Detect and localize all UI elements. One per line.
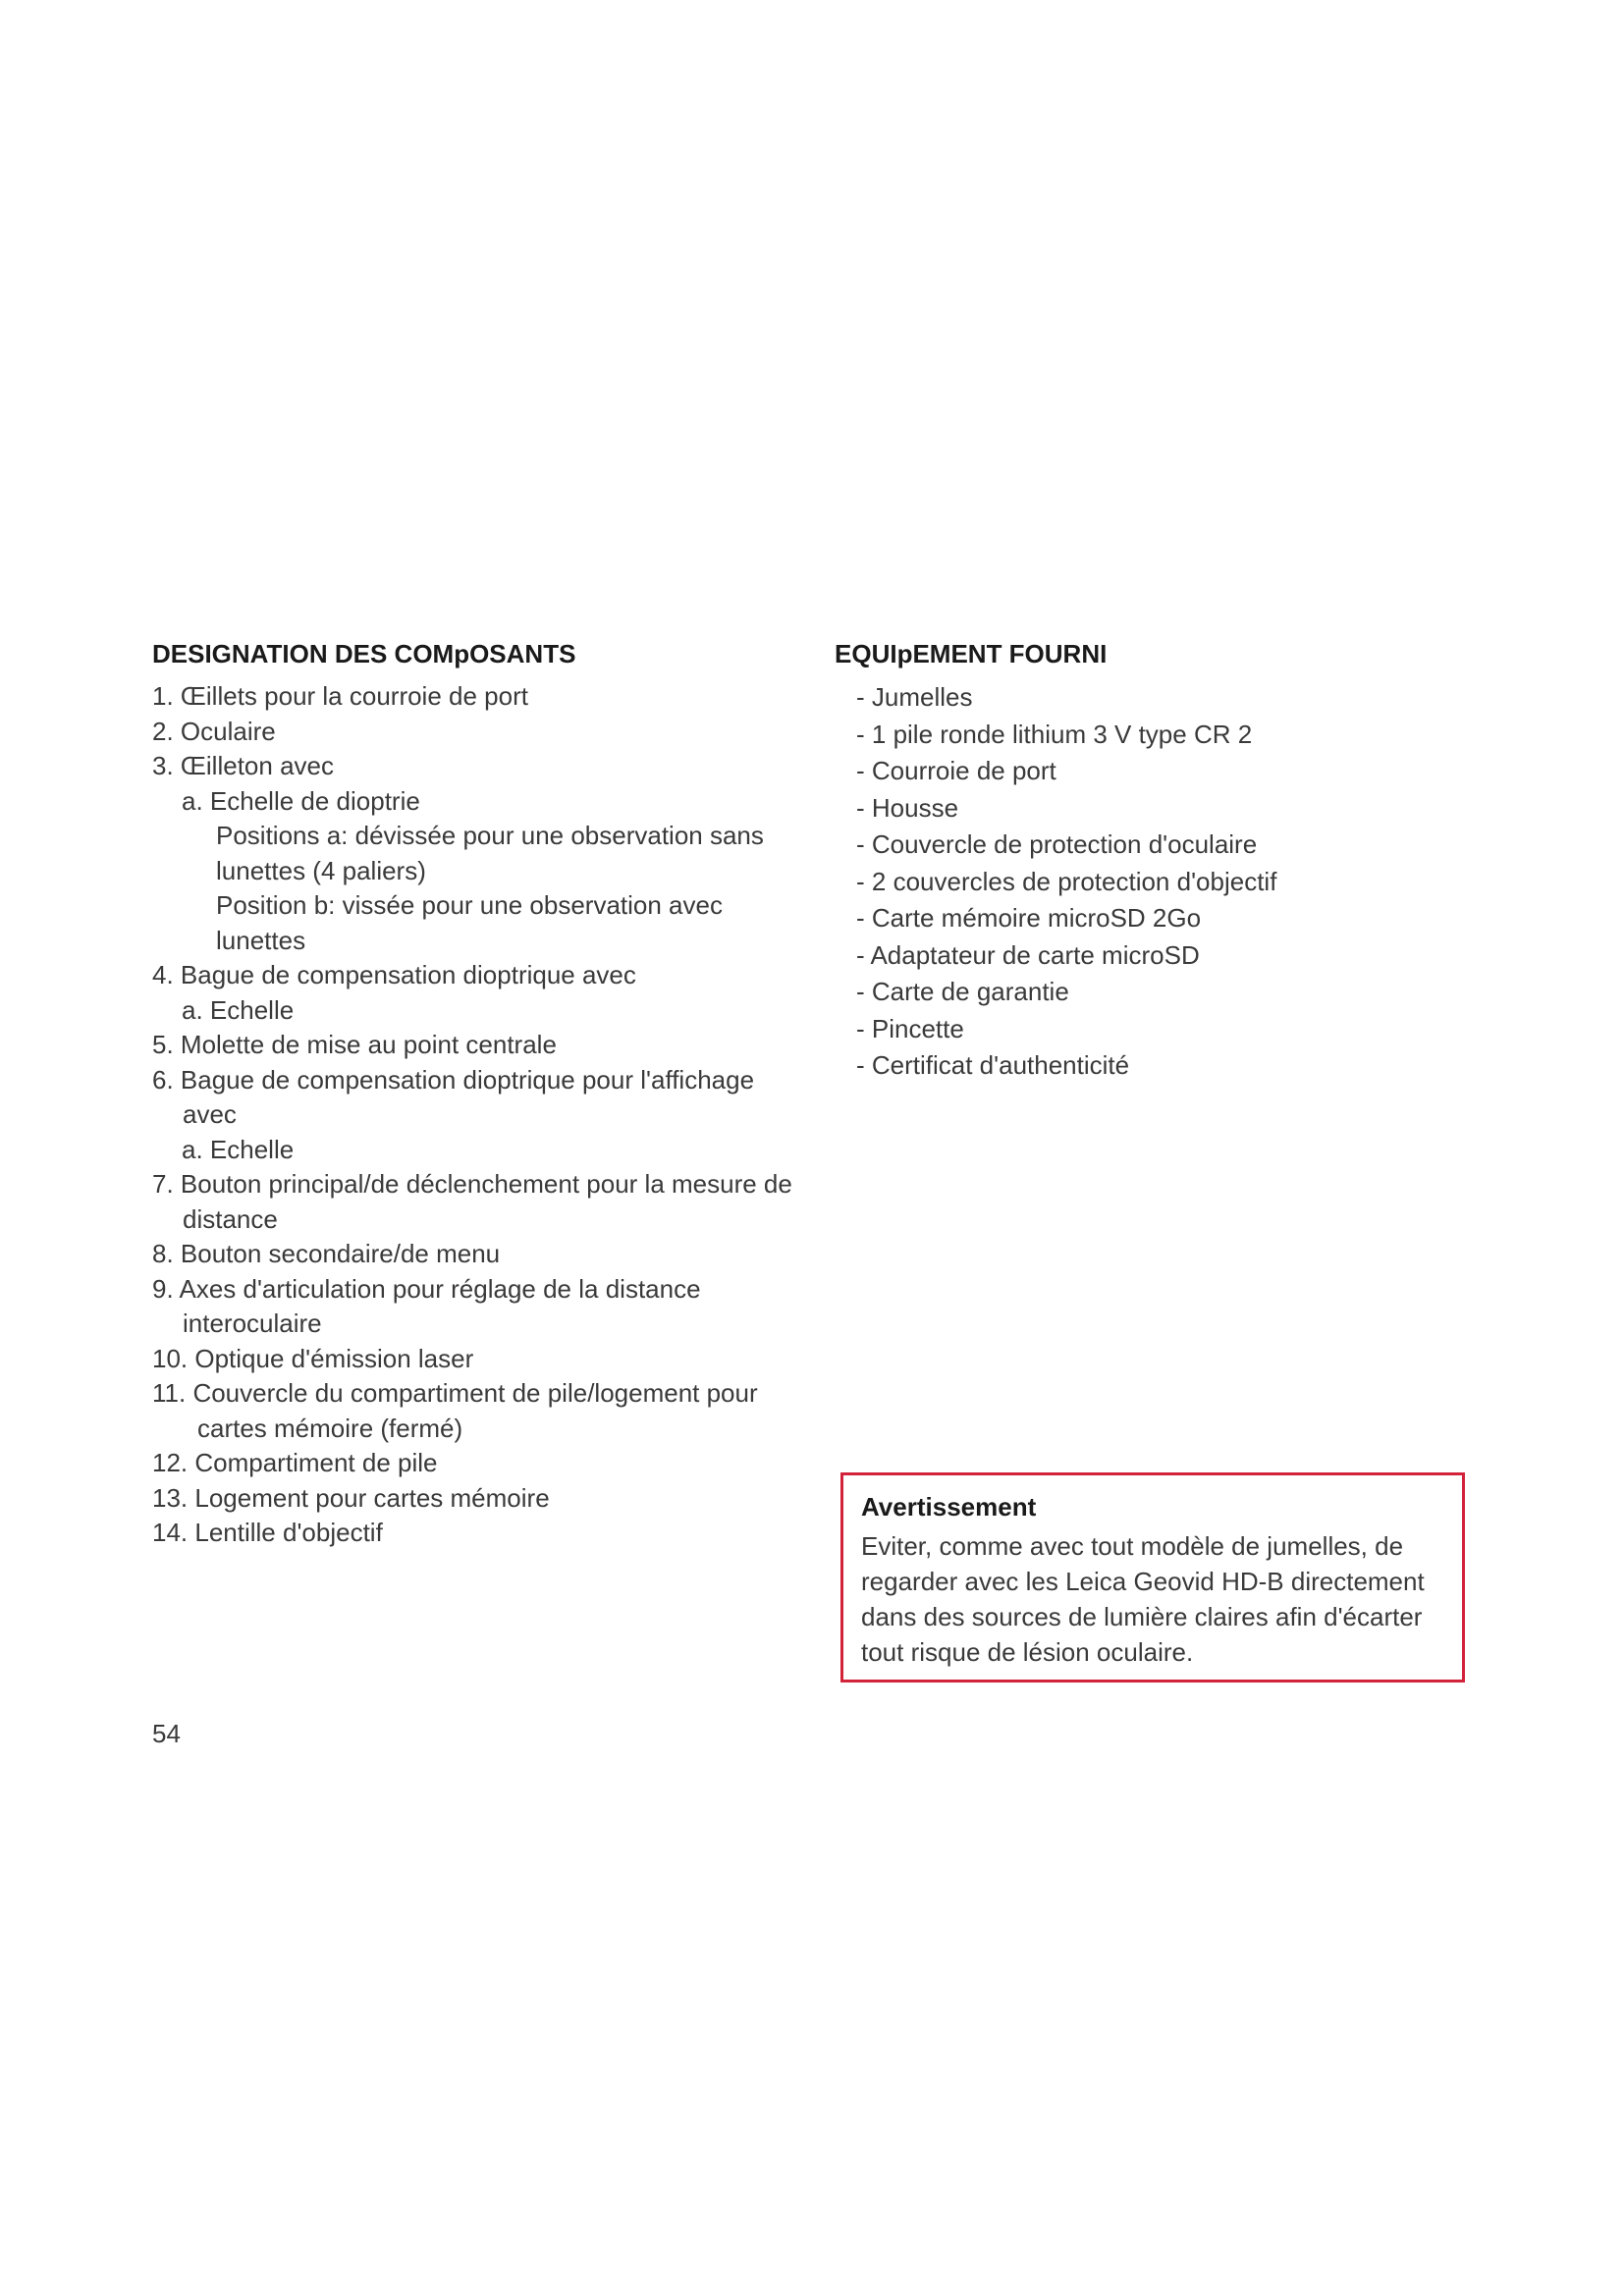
component-item: 10. Optique d'émission laser <box>152 1343 474 1373</box>
components-section <box>152 636 800 1551</box>
component-subitem: a. Echelle <box>182 1134 295 1164</box>
component-item: 2. Oculaire <box>152 716 276 746</box>
equipment-item: - Pincette <box>856 1013 964 1043</box>
component-item: 11. Couvercle du compartiment de pile/logement pour cartes mémoire (fermé) <box>152 1378 758 1443</box>
component-subitem-detail: Positions a: dévissée pour une observation sans lunettes (4 paliers) <box>216 821 764 885</box>
equipment-item: - Couvercle de protection d'oculaire <box>856 829 1258 859</box>
component-item: 1. Œillets pour la courroie de port <box>152 681 528 711</box>
component-item: 4. Bague de compensation dioptrique avec <box>152 960 636 989</box>
equipment-item: - Adaptateur de carte microSD <box>856 939 1200 970</box>
component-item: 9. Axes d'articulation pour réglage de la distance interoculaire <box>152 1273 701 1338</box>
component-item: 6. Bague de compensation dioptrique pour l'affichage avec <box>152 1064 755 1129</box>
equipment-item: - 1 pile ronde lithium 3 V type CR 2 <box>856 719 1253 749</box>
equipment-item: - 2 couvercles de protection d'objectif <box>856 866 1277 896</box>
equipment-item: - Certificat d'authenticité <box>856 1050 1130 1080</box>
component-item: 13. Logement pour cartes mémoire <box>152 1482 550 1513</box>
component-item: 7. Bouton principal/de déclenchement pour la mesure de distance <box>152 1169 792 1234</box>
component-subitem: a. Echelle <box>182 994 295 1025</box>
warning-box <box>840 1472 1465 1682</box>
equipment-item: - Jumelles <box>856 682 973 712</box>
warning-title: Avertissement <box>861 1492 1037 1522</box>
equipment-heading: EQUIpEMENT FOURNI <box>835 639 1108 668</box>
equipment-item: - Courroie de port <box>856 756 1056 785</box>
page-number: 54 <box>152 1719 181 1748</box>
equipment-section <box>835 636 1483 1085</box>
component-item: 14. Lentille d'objectif <box>152 1518 383 1547</box>
component-item: 3. Œilleton avec <box>152 751 334 780</box>
equipment-item: - Housse <box>856 792 959 823</box>
equipment-item: - Carte mémoire microSD 2Go <box>856 903 1202 933</box>
component-item: 8. Bouton secondaire/de menu <box>152 1239 501 1268</box>
equipment-item: - Carte de garantie <box>856 977 1069 1006</box>
component-subitem-detail: Position b: vissée pour une observation avec lunettes <box>216 890 723 955</box>
component-item: 12. Compartiment de pile <box>152 1448 438 1477</box>
warning-body: Eviter, comme avec tout modèle de jumelles, de regarder avec les Leica Geovid HD-B directement dans des sources de lumière claires afin d'écarter tout risque de lésion oculaire. <box>861 1531 1425 1667</box>
component-item: 5. Molette de mise au point centrale <box>152 1030 557 1059</box>
component-subitem: a. Echelle de dioptrie <box>182 785 420 816</box>
components-heading: DESIGNATION DES COMpOSANTS <box>152 639 576 668</box>
